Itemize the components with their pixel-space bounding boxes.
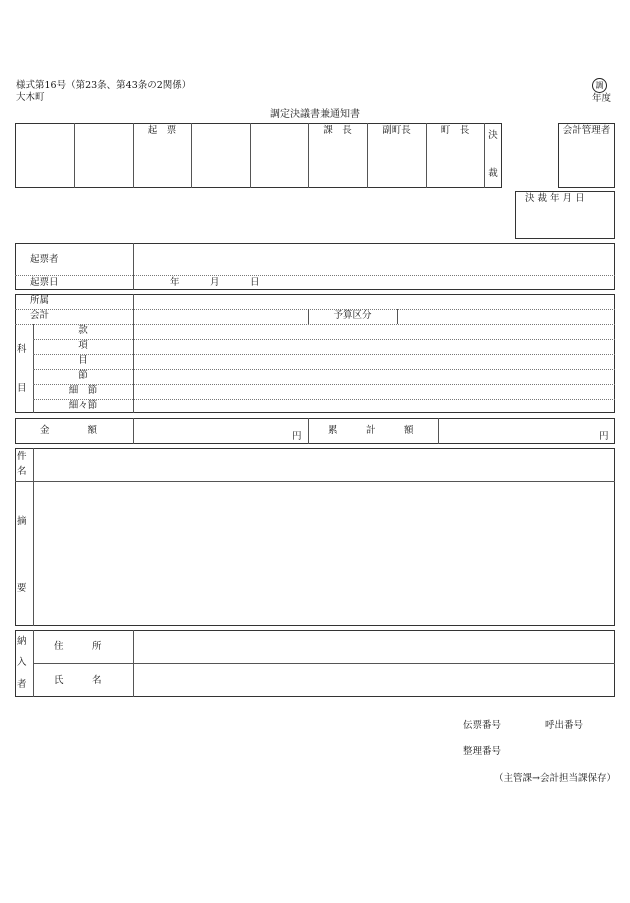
ruikei-yen: 円 bbox=[599, 431, 609, 442]
kihyosha-label: 起票者 bbox=[30, 254, 59, 265]
kenmei-label-2: 名 bbox=[17, 466, 27, 477]
kamoku-label-bottom: 目 bbox=[17, 383, 27, 394]
form-title: 調定決議書兼通知書 bbox=[270, 109, 360, 120]
year-label: 年 bbox=[170, 277, 180, 288]
yobidashi-number-label: 呼出番号 bbox=[545, 720, 584, 731]
kingaku-yen: 円 bbox=[292, 431, 302, 442]
name-label: 氏 名 bbox=[54, 675, 102, 686]
kihyo-header: 起 票 bbox=[147, 125, 177, 136]
kamoku-saisetsu: 細 節 bbox=[68, 385, 98, 396]
amount-block bbox=[15, 418, 615, 444]
payer-label-1: 納 bbox=[17, 636, 27, 647]
kamoku-moku: 目 bbox=[78, 355, 88, 366]
town-name: 大木町 bbox=[16, 92, 45, 103]
kamoku-label-top: 科 bbox=[17, 344, 27, 355]
seal-stamp: 調 bbox=[592, 78, 607, 93]
payer-label-3: 者 bbox=[17, 679, 27, 690]
form-reference: 様式第16号（第23条、第43条の2関係） bbox=[16, 80, 192, 91]
subject-block bbox=[15, 448, 615, 626]
kihyobi-label: 起票日 bbox=[30, 277, 59, 288]
shozoku-label: 所属 bbox=[30, 295, 50, 306]
kamoku-saisaisetsu: 細々節 bbox=[68, 400, 98, 411]
fiscal-year-label: 年度 bbox=[592, 93, 612, 104]
address-label: 住 所 bbox=[54, 641, 102, 652]
yosan-kubun-label: 予算区分 bbox=[333, 310, 372, 321]
kingaku-label: 金 額 bbox=[40, 425, 98, 436]
kenmei-label-1: 件 bbox=[17, 451, 27, 462]
denpyo-number-label: 伝票番号 bbox=[463, 720, 502, 731]
kessai-label-bottom: 裁 bbox=[488, 168, 498, 179]
kaikei-label: 会計 bbox=[30, 310, 50, 321]
payer-label-2: 入 bbox=[17, 657, 27, 668]
chocho-header: 町 長 bbox=[440, 125, 470, 136]
kamoku-setsu: 節 bbox=[78, 370, 88, 381]
tekiyo-label-2: 要 bbox=[17, 583, 27, 594]
drafter-block bbox=[15, 243, 615, 290]
fukucho-header: 副町長 bbox=[382, 125, 411, 136]
kacho-header: 課 長 bbox=[323, 125, 352, 136]
day-label: 日 bbox=[250, 277, 260, 288]
kamoku-kan: 款 bbox=[78, 325, 88, 336]
ruikei-label: 累 計 額 bbox=[328, 425, 414, 436]
seiri-number-label: 整理番号 bbox=[463, 746, 502, 757]
kamoku-ko: 項 bbox=[78, 340, 88, 351]
storage-note: （主管課→会計担当課保存） bbox=[494, 773, 616, 784]
tekiyo-label-1: 摘 bbox=[17, 516, 27, 527]
month-label: 月 bbox=[210, 277, 220, 288]
kaikei-kanrisha-label: 会計管理者 bbox=[562, 125, 611, 136]
kessai-date-label: 決 裁 年 月 日 bbox=[525, 193, 585, 204]
kessai-label-top: 決 bbox=[488, 130, 498, 141]
